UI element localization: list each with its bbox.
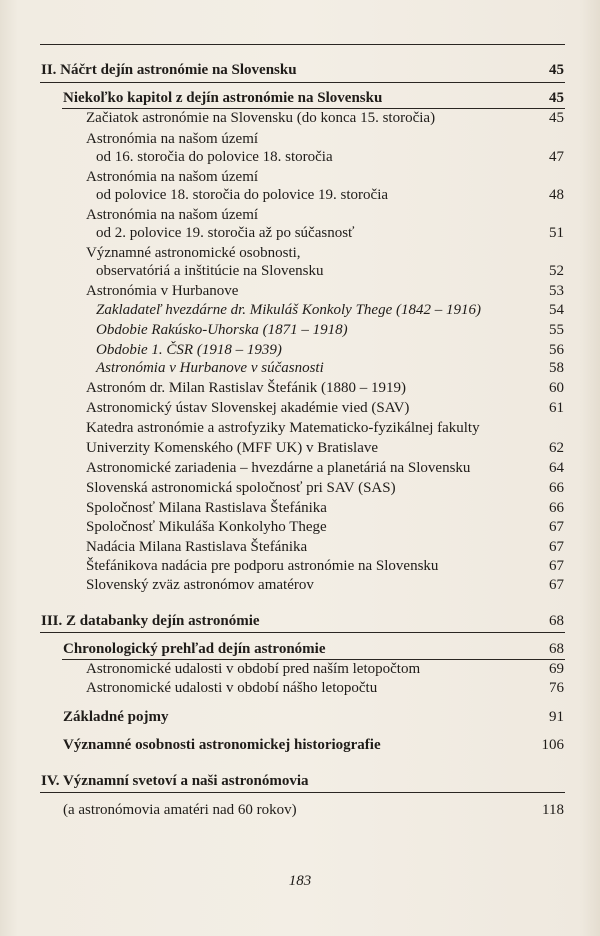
entry-page: 55	[549, 322, 564, 338]
entry-text: Astronómia na našom území	[86, 169, 259, 185]
entry-text: Astronóm dr. Milan Rastislav Štefánik (1880 – 1919)	[86, 380, 406, 396]
entry-page: 62	[549, 440, 564, 456]
entry-page: 68	[549, 641, 564, 657]
entry-page: 48	[549, 187, 564, 203]
entry-text: Astronómia v Hurbanove	[86, 283, 239, 299]
entry-text: Zakladateľ hvezdárne dr. Mikuláš Konkoly Thege (1842 – 1916)	[96, 302, 481, 318]
entry-page: 76	[549, 680, 564, 696]
toc-entry	[0, 87, 600, 109]
entry-page: 61	[549, 400, 564, 416]
section-title: IV. Významní svetoví a naši astronómovia	[41, 773, 309, 789]
section-heading	[0, 610, 600, 632]
entry-text: Astronomické zariadenia – hvezdárne a planetáriá na Slovensku	[86, 460, 471, 476]
entry-text: Začiatok astronómie na Slovensku (do konca 15. storočia)	[86, 110, 436, 126]
entry-page: 58	[549, 360, 564, 376]
entry-page: 106	[541, 737, 564, 753]
toc-entry	[0, 417, 600, 439]
section-page: 68	[549, 613, 564, 629]
entry-text: Základné pojmy	[63, 709, 169, 725]
entry-page: 91	[549, 709, 564, 725]
entry-text: od 2. polovice 19. storočia až po súčasnosť	[96, 225, 355, 241]
entry-text: Obdobie 1. ČSR (1918 – 1939)	[96, 342, 282, 358]
section-title: II. Náčrt dejín astronómie na Slovensku	[41, 62, 297, 78]
entry-text: Nadácia Milana Rastislava Štefánika	[86, 539, 308, 555]
toc-entry	[0, 799, 600, 821]
section-title: III. Z databanky dejín astronómie	[41, 613, 260, 629]
section-underline	[40, 632, 565, 633]
entry-text: observatóriá a inštitúcie na Slovensku	[96, 263, 324, 279]
toc-entry	[0, 319, 600, 341]
toc-entry	[0, 377, 600, 399]
entry-page: 54	[549, 302, 564, 318]
entry-page: 60	[549, 380, 564, 396]
page-number: 183	[288, 873, 312, 889]
toc-entry	[0, 299, 600, 321]
entry-page: 67	[549, 558, 564, 574]
toc-entry	[0, 477, 600, 499]
entry-page: 53	[549, 283, 564, 299]
entry-page: 66	[549, 480, 564, 496]
entry-text: Astronómia na našom území	[86, 207, 259, 223]
entry-text: Obdobie Rakúsko-Uhorska (1871 – 1918)	[96, 322, 348, 338]
toc-entry	[0, 706, 600, 728]
section-underline	[40, 82, 565, 83]
entry-text: Štefánikova nadácia pre podporu astronómie na Slovensku	[86, 558, 439, 574]
section-heading	[0, 59, 600, 81]
entry-text: Astronómia na našom území	[86, 131, 259, 147]
entry-text: Spoločnosť Milana Rastislava Štefánika	[86, 500, 327, 516]
toc-entry	[0, 638, 600, 660]
entry-page: 56	[549, 342, 564, 358]
entry-text: Slovenský zväz astronómov amatérov	[86, 577, 314, 593]
entry-text: Spoločnosť Mikuláša Konkolyho Thege	[86, 519, 327, 535]
toc-entry	[0, 260, 600, 282]
entry-page: 67	[549, 539, 564, 555]
entry-text: Astronomické udalosti v období nášho letopočtu	[86, 680, 378, 696]
toc-entry	[0, 107, 600, 129]
entry-page: 67	[549, 577, 564, 593]
entry-page: 45	[549, 90, 564, 106]
entry-text: Chronologický prehľad dejín astronómie	[63, 641, 326, 657]
toc-entry	[0, 222, 600, 244]
entry-text: Univerzity Komenského (MFF UK) v Bratislave	[86, 440, 379, 456]
toc-entry	[0, 457, 600, 479]
toc-entry	[0, 397, 600, 419]
toc-entry	[0, 146, 600, 168]
entry-page: 47	[549, 149, 564, 165]
toc-entry	[0, 677, 600, 699]
entry-page: 67	[549, 519, 564, 535]
entry-text: Astronomický ústav Slovenskej akadémie vied (SAV)	[86, 400, 410, 416]
section-underline	[40, 792, 565, 793]
entry-page: 51	[549, 225, 564, 241]
entry-page: 118	[542, 802, 564, 818]
toc-entry	[0, 357, 600, 379]
entry-text: Niekoľko kapitol z dejín astronómie na Slovensku	[63, 90, 383, 106]
entry-text: Astronómia v Hurbanove v súčasnosti	[96, 360, 324, 376]
toc-entry	[0, 574, 600, 596]
entry-text: od 16. storočia do polovice 18. storočia	[96, 149, 333, 165]
toc-entry	[0, 437, 600, 459]
entry-text: Významné osobnosti astronomickej historiografie	[63, 737, 381, 753]
entry-text: Významné astronomické osobnosti,	[86, 245, 301, 261]
toc-entry	[0, 734, 600, 756]
top-rule	[40, 44, 565, 45]
section-page: 45	[549, 62, 564, 78]
entry-page: 66	[549, 500, 564, 516]
entry-page: 64	[549, 460, 564, 476]
toc-entry	[0, 516, 600, 538]
section-heading	[0, 770, 600, 792]
entry-page: 45	[549, 110, 564, 126]
entry-page: 69	[549, 661, 564, 677]
entry-text: Katedra astronómie a astrofyziky Matematicko-fyzikálnej fakulty	[86, 420, 480, 436]
entry-text: Slovenská astronomická spoločnosť pri SAV (SAS)	[86, 480, 396, 496]
entry-text: od polovice 18. storočia do polovice 19. storočia	[96, 187, 389, 203]
entry-text: (a astronómovia amatéri nad 60 rokov)	[63, 802, 297, 818]
toc-entry	[0, 184, 600, 206]
entry-page: 52	[549, 263, 564, 279]
entry-text: Astronomické udalosti v období pred naším letopočtom	[86, 661, 421, 677]
